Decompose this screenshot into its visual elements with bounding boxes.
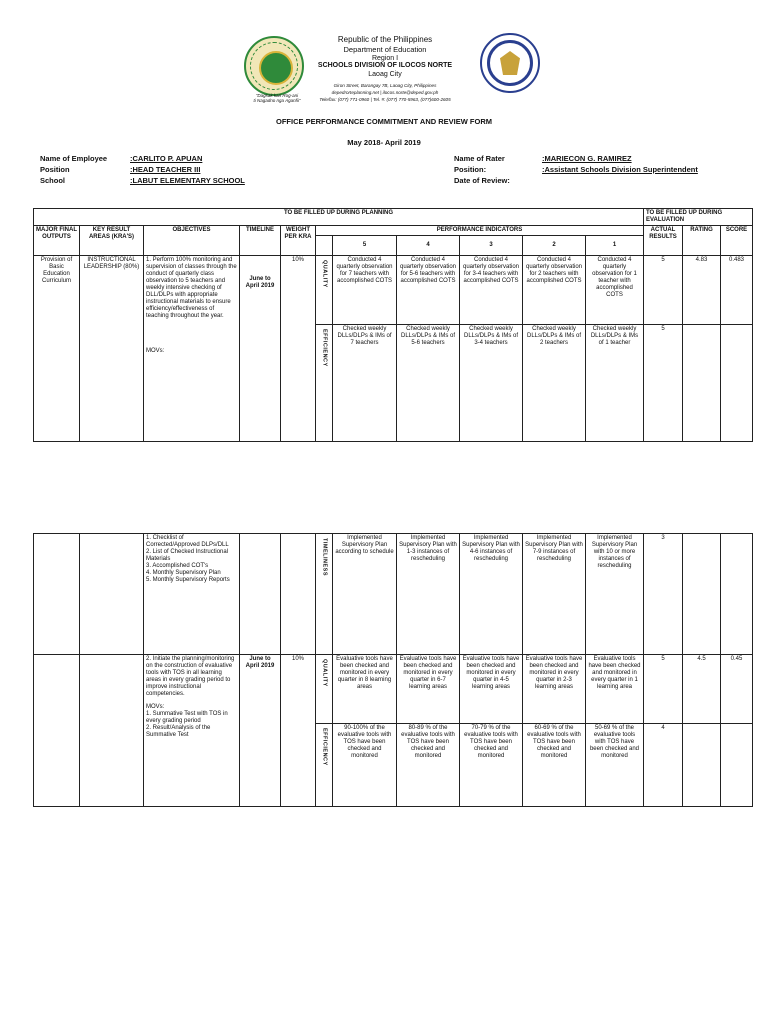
efficiency-actual: 5 xyxy=(644,325,683,442)
table-row xyxy=(34,256,753,325)
objective-text: 1. Perform 100% monitoring and supervision of classes through the conduct of quarterly class observation to 5 teachers and weekly intensive checking of DLL/DLPs with appropriate instructional materials to ensure efficiency/effectiveness of teaching throughout the year. xyxy=(146,257,237,319)
empty-cell xyxy=(721,534,753,655)
efficiency-3: Checked weekly DLLs/DLPs & IMs of 3-4 teachers xyxy=(460,325,523,442)
rating-cell: 4.5 xyxy=(683,655,721,724)
efficiency-3: 70-79 % of the evaluative tools with TOS have been checked and monitored xyxy=(460,724,523,807)
form-title: OFFICE PERFORMANCE COMMITMENT AND REVIEW FORM xyxy=(276,117,492,126)
efficiency-label: EFFICIENCY xyxy=(321,329,328,367)
col-kra: KEY RESULT AREAS (KRA'S) xyxy=(80,226,144,256)
col-timeline: TIMELINE xyxy=(240,226,281,256)
quality-3: Conducted 4 quarterly observation for 3-4 teachers with accomplished COTS xyxy=(460,256,523,325)
weight-cell: 10% xyxy=(281,256,316,442)
efficiency-2: Checked weekly DLLs/DLPs & IMs of 2 teachers xyxy=(523,325,586,442)
scale-1: 1 xyxy=(586,236,644,256)
rater-label: Name of Rater xyxy=(454,154,505,163)
table-row xyxy=(34,655,753,724)
mov-item: 4. Monthly Supervisory Plan xyxy=(146,570,221,576)
empty-cell xyxy=(34,534,80,655)
rater-position-value: :Assistant Schools Division Superintendent xyxy=(542,165,698,174)
header-division: SCHOOLS DIVISION OF ILOCOS NORTE xyxy=(317,62,453,69)
performance-table-bottom xyxy=(33,533,753,807)
timeliness-3: Implemented Supervisory Plan with 4-6 instances of rescheduling xyxy=(460,534,523,655)
mov-item: 1. Checklist of Corrected/Approved DLPs/DLL xyxy=(146,535,229,548)
review-date-label: Date of Review: xyxy=(454,176,510,185)
mov-item: 2. Result/Analysis of the Summative Test xyxy=(146,725,211,738)
timeliness-actual: 3 xyxy=(644,534,683,655)
header-republic: Republic of the Philippines xyxy=(337,35,433,44)
movs-label: MOVs: xyxy=(146,704,165,710)
position-value: :HEAD TEACHER III xyxy=(130,165,201,174)
empty-cell xyxy=(683,534,721,655)
empty-cell xyxy=(34,655,80,807)
employee-label: Name of Employee xyxy=(40,154,108,163)
timeliness-5: Implemented Supervisory Plan according to schedule xyxy=(333,534,397,655)
quality-label-cell xyxy=(316,655,333,724)
planning-header: TO BE FILLED UP DURING PLANNING xyxy=(34,209,644,226)
col-rating: RATING xyxy=(683,226,721,256)
position-label: Position xyxy=(40,165,70,174)
empty-cell xyxy=(683,724,721,807)
quality-1: Evaluative tools have been checked and monitored in every quarter in 1 learning area xyxy=(586,655,644,724)
efficiency-5: Checked weekly DLLs/DLPs & IMs of 7 teachers xyxy=(333,325,397,442)
efficiency-4: 80-89 % of the evaluative tools with TOS have been checked and monitored xyxy=(397,724,460,807)
quality-2: Evaluative tools have been checked and monitored in every quarter in 2-3 learning areas xyxy=(523,655,586,724)
rater-value: :MARIECON G. RAMIREZ xyxy=(542,154,632,163)
form-period: May 2018- April 2019 xyxy=(347,138,421,147)
quality-actual: 5 xyxy=(644,655,683,724)
efficiency-5: 90-100% of the evaluative tools with TOS have been checked and monitored xyxy=(333,724,397,807)
mov-item: 1. Summative Test with TOS in every grading period xyxy=(146,711,228,724)
timeliness-label: TIMELINESS xyxy=(321,538,328,577)
empty-cell xyxy=(80,534,144,655)
score-cell: 0.483 xyxy=(721,256,753,325)
col-score: SCORE xyxy=(721,226,753,256)
motto-line-2: ti Nagadno nga Aganfii" xyxy=(253,98,301,103)
objective-cell xyxy=(144,256,240,442)
empty-cell xyxy=(721,325,753,442)
efficiency-1: Checked weekly DLLs/DLPs & IMs of 1 teacher xyxy=(586,325,644,442)
quality-actual: 5 xyxy=(644,256,683,325)
scale-3: 3 xyxy=(460,236,523,256)
col-indicators: PERFORMANCE INDICATORS xyxy=(316,226,644,236)
rater-position-label: Position: xyxy=(454,165,487,174)
empty-cell xyxy=(683,325,721,442)
employee-value: :CARLITO P. APUAN xyxy=(130,154,203,163)
timeline-cell: June to April 2019 xyxy=(240,256,281,442)
header-address: Giron Street, Barangay 7B, Laoag City, Philippines xyxy=(333,83,437,88)
scale-5: 5 xyxy=(333,236,397,256)
col-actual: ACTUAL RESULTS xyxy=(644,226,683,256)
col-weight: WEIGHT PER KRA xyxy=(281,226,316,256)
col-objectives: OBJECTIVES xyxy=(144,226,240,256)
timeliness-4: Implemented Supervisory Plan with 1-3 instances of rescheduling xyxy=(397,534,460,655)
weight-cell: 10% xyxy=(281,655,316,807)
quality-label: QUALITY xyxy=(321,659,328,687)
evaluation-header: TO BE FILLED UP DURING EVALUATION xyxy=(644,209,753,226)
efficiency-actual: 4 xyxy=(644,724,683,807)
performance-table-top xyxy=(33,208,753,442)
header-emails: depedrorteplanning.net | ilocos.norte@deped.gov.ph xyxy=(331,90,439,95)
header-region: Region I xyxy=(371,55,399,62)
empty-cell xyxy=(80,655,144,807)
motto-line-1: "Dagsak kan Rog-ani xyxy=(255,93,299,98)
efficiency-2: 60-69 % of the evaluative tools with TOS have been checked and monitored xyxy=(523,724,586,807)
header-phones: Tele/fax: (077) 771-0960 | Tel. #: (077) 770-5963, (077)600-2605 xyxy=(319,97,451,102)
quality-label: QUALITY xyxy=(321,260,328,288)
timeliness-1: Implemented Supervisory Plan with 10 or more instances of rescheduling xyxy=(586,534,644,655)
quality-1: Conducted 4 quarterly observation for 1 teacher with accomplished COTS xyxy=(586,256,644,325)
scale-2: 2 xyxy=(523,236,586,256)
quality-5: Evaluative tools have been checked and monitored in every quarter in 8 learning areas xyxy=(333,655,397,724)
indicator-label-spacer xyxy=(316,236,333,256)
mov-item: 2. List of Checked Instructional Materials xyxy=(146,549,229,562)
quality-2: Conducted 4 quarterly observation for 2 teachers with accomplished COTS xyxy=(523,256,586,325)
col-mfo: MAJOR FINAL OUTPUTS xyxy=(34,226,80,256)
empty-cell xyxy=(281,534,316,655)
header-city: Laoag City xyxy=(368,71,402,78)
mov-item: 3. Accomplished COT's xyxy=(146,563,209,569)
timeliness-label-cell xyxy=(316,534,333,655)
mov-item: 5. Monthly Supervisory Reports xyxy=(146,577,230,583)
deped-seal-logo xyxy=(244,36,304,96)
quality-3: Evaluative tools have been checked and monitored in every quarter in 4-5 learning areas xyxy=(460,655,523,724)
objective-text: 2. Initiate the planning/monitoring on the construction of evaluative tools with TOS in all learning areas in every grading period to improve instructional competencies. xyxy=(146,656,235,697)
efficiency-label-cell xyxy=(316,325,333,442)
score-cell: 0.45 xyxy=(721,655,753,724)
timeliness-2: Implemented Supervisory Plan with 7-9 instances of rescheduling xyxy=(523,534,586,655)
kra-cell: INSTRUCTIONAL LEADERSHIP (80%) xyxy=(80,256,144,442)
division-seal-logo xyxy=(480,33,540,93)
empty-cell xyxy=(240,534,281,655)
quality-label-cell xyxy=(316,256,333,325)
quality-4: Conducted 4 quarterly observation for 5-6 teachers with accomplished COTS xyxy=(397,256,460,325)
movs-list-cell xyxy=(144,534,240,655)
school-value: :LABUT ELEMENTARY SCHOOL xyxy=(130,176,245,185)
rating-cell: 4.83 xyxy=(683,256,721,325)
timeline-cell: June to April 2019 xyxy=(240,655,281,807)
school-label: School xyxy=(40,176,66,185)
empty-cell xyxy=(721,724,753,807)
objective-cell xyxy=(144,655,240,807)
movs-label: MOVs: xyxy=(146,348,165,354)
efficiency-1: 50-69 % of the evaluative tools with TOS have been checked and monitored xyxy=(586,724,644,807)
efficiency-4: Checked weekly DLLs/DLPs & IMs of 5-6 teachers xyxy=(397,325,460,442)
table-row xyxy=(34,534,753,655)
header-department: Department of Education xyxy=(343,45,427,54)
efficiency-label: EFFICIENCY xyxy=(321,728,328,766)
mfo-cell: Provision of Basic Education Curriculum xyxy=(34,256,80,442)
scale-4: 4 xyxy=(397,236,460,256)
efficiency-label-cell xyxy=(316,724,333,807)
quality-4: Evaluative tools have been checked and monitored in every quarter in 6-7 learning areas xyxy=(397,655,460,724)
quality-5: Conducted 4 quarterly observation for 7 teachers with accomplished COTS xyxy=(333,256,397,325)
